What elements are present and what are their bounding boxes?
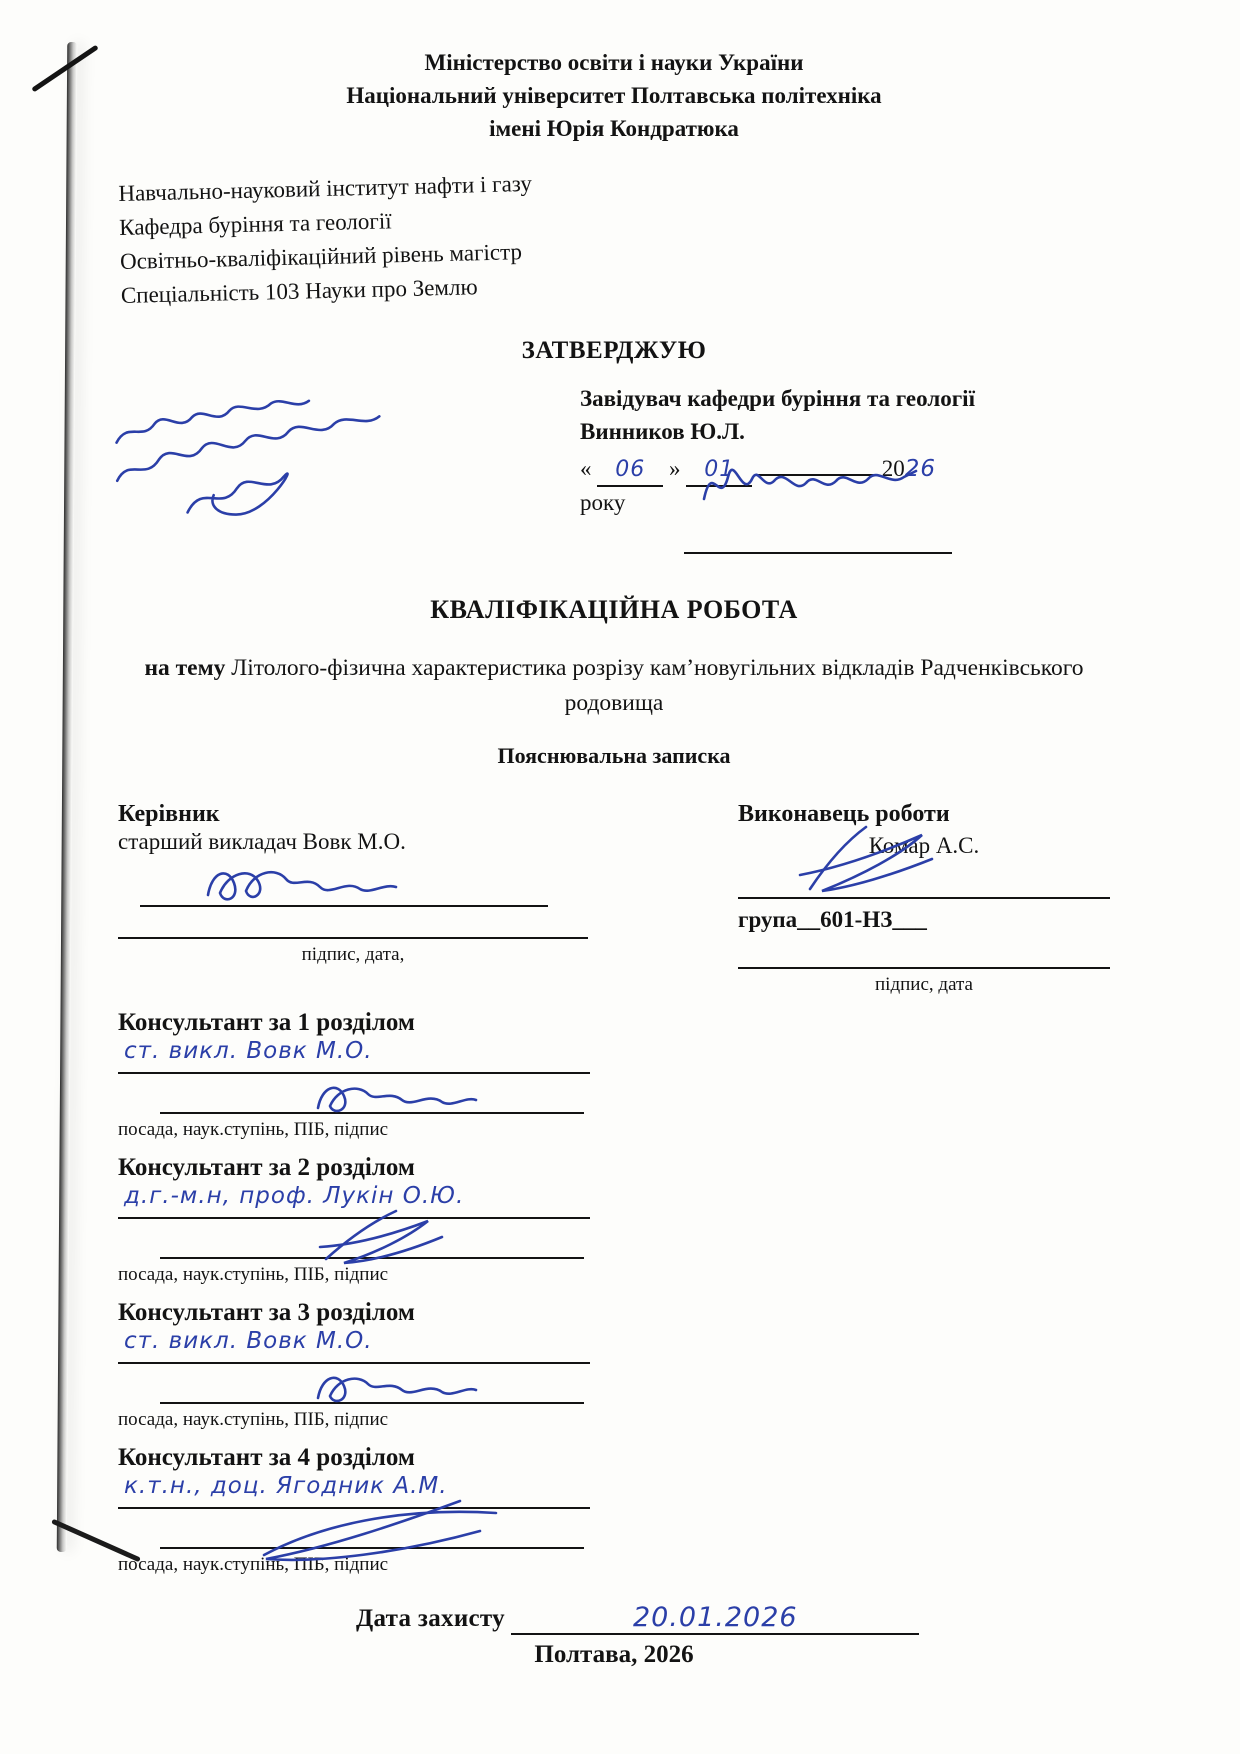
year-word: року <box>580 490 626 515</box>
consultant-section-2 <box>118 1153 1110 1286</box>
approval-date-line <box>580 453 982 518</box>
consultant-label: Консультант за 4 розділом <box>118 1444 415 1471</box>
institution-info-block <box>118 153 1113 313</box>
consultant-label: Консультант за 2 розділом <box>118 1154 415 1181</box>
consultant-caption: посада, наук.ступінь, ПІБ, підпис <box>118 1119 389 1140</box>
consultant-caption: посада, наук.ступінь, ПІБ, підпис <box>118 1554 389 1575</box>
executor-name: Комар А.С. <box>868 833 980 858</box>
approval-date-day: 06 <box>597 454 663 487</box>
book-spine-shadow <box>57 42 78 1552</box>
date-line-blank <box>738 937 1110 969</box>
consultant-label: Консультант за 1 розділом <box>118 1009 415 1036</box>
consultant-entry-line <box>118 1328 590 1364</box>
signature-line <box>684 520 952 554</box>
consultant-signature-line <box>160 1364 584 1404</box>
consultant-handwritten-entry: ст. викл. Вовк М.О. <box>124 1328 373 1354</box>
quote-close: » <box>669 456 681 481</box>
consultant-caption: посада, наук.ступінь, ПІБ, підпис <box>118 1264 389 1285</box>
consultant-label: Консультант за 3 розділом <box>118 1299 415 1326</box>
defense-date-handwritten: 20.01.2026 <box>511 1602 919 1635</box>
education-level-line: Освітньо-кваліфікаційний рівень магістр <box>119 239 523 274</box>
supervisor-signature-scribble <box>198 857 402 913</box>
scan-artifact-top-left <box>31 45 98 93</box>
signatories-columns <box>118 799 1110 996</box>
explanatory-note-subtitle: Пояснювальна записка <box>497 743 731 768</box>
consultant-handwritten-entry: д.г.-м.н, проф. Лукін О.Ю. <box>124 1183 465 1209</box>
approval-right-block <box>580 383 982 554</box>
approval-block <box>118 379 1110 577</box>
consultant-handwritten-entry: ст. викл. Вовк М.О. <box>124 1038 373 1064</box>
approval-date-month: 01 <box>686 454 752 487</box>
executor-name-row <box>738 833 1110 867</box>
defense-date-label: Дата захисту <box>356 1605 505 1632</box>
supervisor-label: Керівник <box>118 801 220 827</box>
department-line: Кафедра буріння та геології <box>118 208 392 240</box>
supervisor-column <box>118 799 588 996</box>
topic-text: Літолого-фізична характеристика розрізу кам’новугільних відкладів Радченківського родовища <box>231 655 1084 716</box>
document-content <box>118 46 1110 1669</box>
approval-year-handwritten: 26 <box>904 456 937 482</box>
city-year-line: Полтава, 2026 <box>534 1641 694 1668</box>
consultant-section-4 <box>118 1443 1110 1576</box>
consultant-signature-line <box>160 1509 584 1549</box>
topic-paragraph <box>118 651 1110 721</box>
supervisor-name: старший викладач Вовк М.О. <box>118 829 406 854</box>
consultant-signature-line <box>160 1219 584 1259</box>
approve-heading: ЗАТВЕРДЖУЮ <box>521 337 707 364</box>
consultant-section-1 <box>118 1008 1110 1141</box>
specialty-line: Спеціальність 103 Науки про Землю <box>120 274 478 308</box>
university-name-line: імені Юрія Кондратюка <box>489 116 739 141</box>
defense-date-row <box>356 1602 1110 1635</box>
consultant-section-3 <box>118 1298 1110 1431</box>
institute-line: Навчально-науковий інститут нафти і газу <box>118 170 533 206</box>
consultant-signature-scribble <box>310 1074 480 1122</box>
head-signature-scribble <box>698 433 922 519</box>
supervisor-signature-line <box>140 861 548 907</box>
quote-open: « <box>580 456 592 481</box>
consultant-signature-scribble <box>250 1497 510 1569</box>
consultant-handwritten-entry: к.т.н., доц. Ягодник А.М. <box>124 1473 448 1499</box>
ministry-line: Міністерство освіти і науки України <box>424 50 804 75</box>
executor-column <box>738 799 1110 996</box>
consultant-signature-line <box>160 1074 584 1114</box>
year-prefix: 20 <box>881 456 905 481</box>
supervisor-caption: підпис, дата, <box>301 944 405 965</box>
head-name: Винников Ю.Л. <box>580 419 745 444</box>
group-number: група__601-НЗ___ <box>738 907 927 932</box>
consultant-entry-line <box>118 1038 590 1074</box>
executor-caption: підпис, дата <box>875 974 973 995</box>
approval-signature-scribble <box>105 379 419 545</box>
university-line: Національний університет Полтавська політехніка <box>346 83 882 108</box>
consultant-signature-scribble <box>310 1207 460 1267</box>
work-title: КВАЛІФІКАЦІЙНА РОБОТА <box>430 595 798 624</box>
head-position: Завідувач кафедри буріння та геології <box>580 386 975 411</box>
executor-label: Виконавець роботи <box>738 801 950 827</box>
consultant-caption: посада, наук.ступінь, ПІБ, підпис <box>118 1409 389 1430</box>
consultant-signature-scribble <box>310 1364 480 1412</box>
topic-label: на тему <box>144 655 226 681</box>
executor-signature-scribble <box>792 819 942 899</box>
